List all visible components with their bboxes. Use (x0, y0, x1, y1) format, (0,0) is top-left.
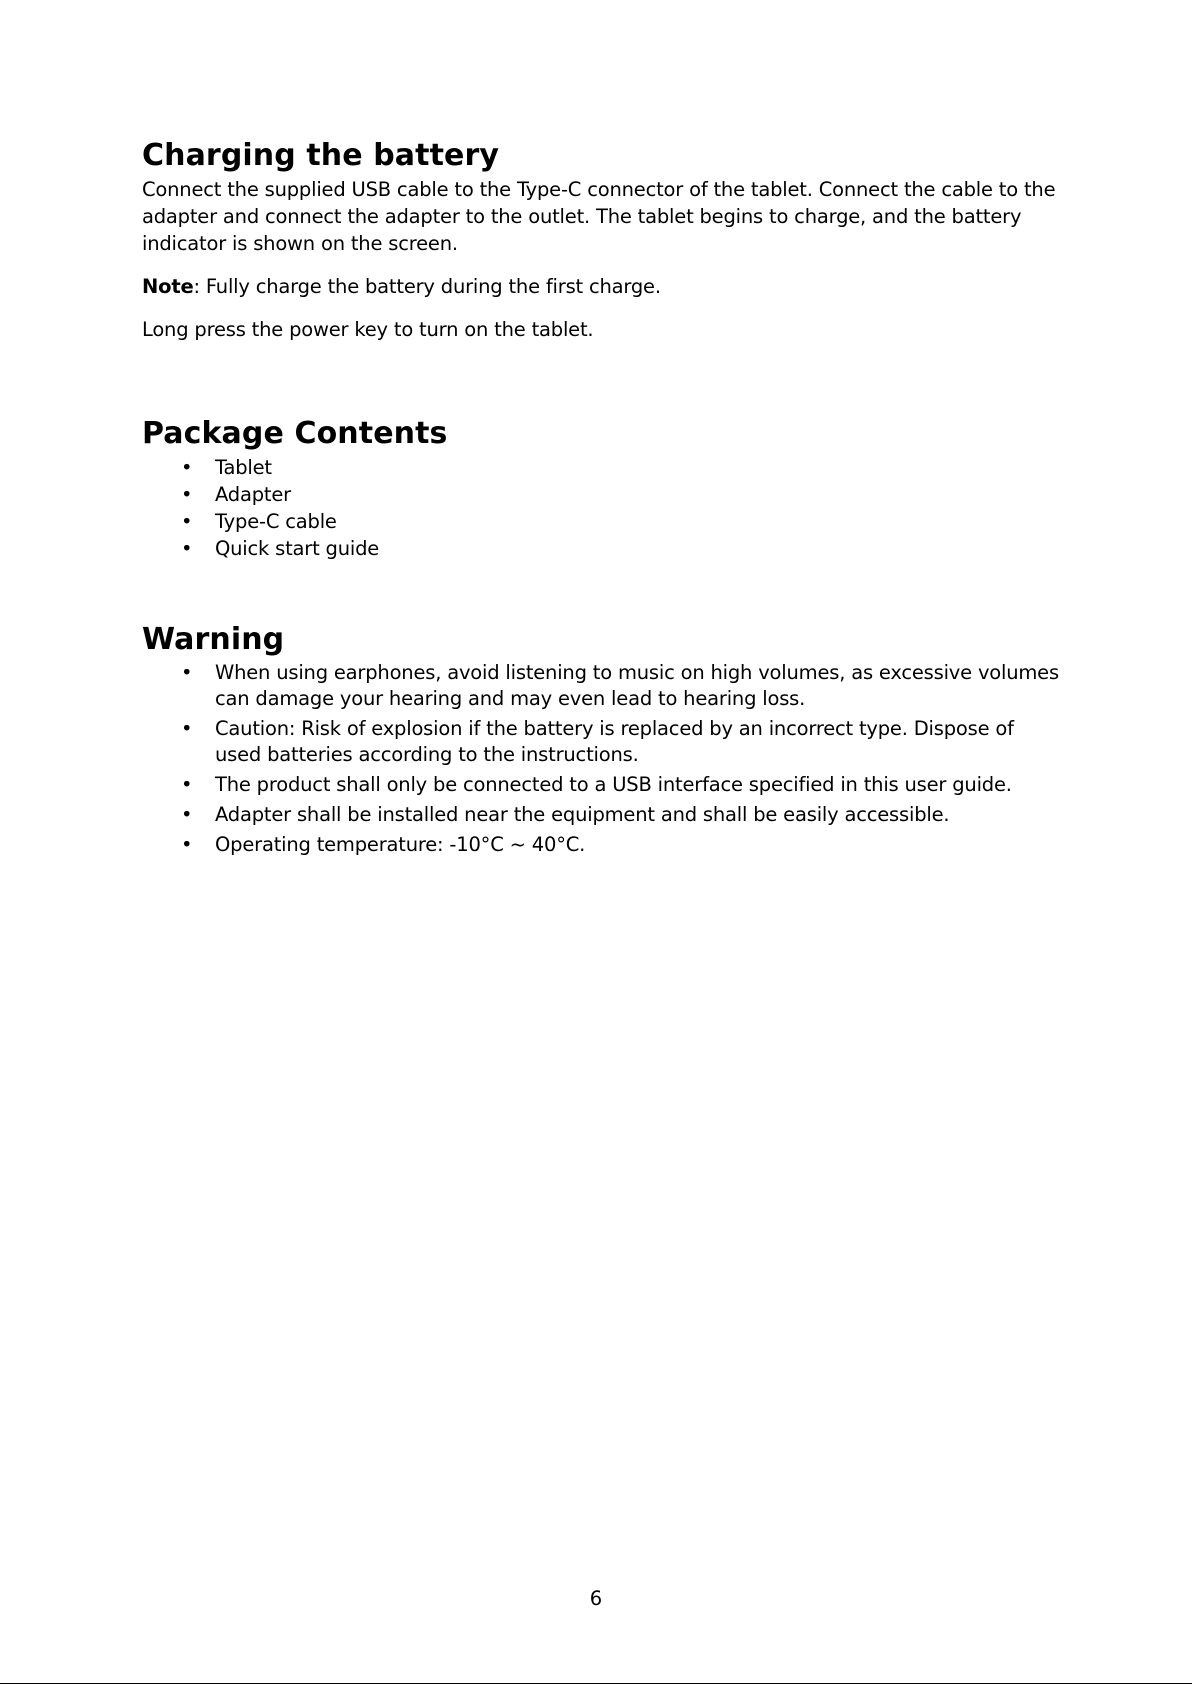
list-item-text: Adapter (215, 483, 291, 506)
bullet-icon: • (181, 537, 193, 560)
note-paragraph (142, 273, 1062, 300)
list-item-text: Type-C cable (215, 510, 337, 533)
note-text: : Fully charge the battery during the first charge. (193, 275, 661, 298)
page-content (142, 138, 1062, 862)
bullet-icon: • (181, 456, 193, 479)
section-spacer (142, 562, 1062, 622)
page-bottom-divider (0, 1683, 1192, 1684)
warning-heading: Warning (142, 622, 285, 657)
list-item-text: When using earphones, avoid listening to music on high volumes, as excessive volumes can damage your hearing and may even lead to hearing loss. (215, 661, 1059, 710)
list-item (142, 832, 1062, 858)
list-item (142, 802, 1062, 828)
list-item (142, 481, 1062, 508)
page-number: 6 (589, 1587, 603, 1610)
warning-list (142, 660, 1062, 858)
charging-section (142, 138, 1062, 343)
list-item-text: Operating temperature: -10°C ~ 40°C. (215, 833, 586, 856)
bullet-icon: • (181, 510, 193, 533)
charging-paragraph: Connect the supplied USB cable to the Type-C connector of the tablet. Connect the cable to the adapter and connect the adapter to the outlet. The tablet begins to charge, and the battery indicator is shown on the screen. (142, 178, 1056, 255)
list-item-text: Caution: Risk of explosion if the battery is replaced by an incorrect type. Dispose of used batteries according to the instructions. (215, 717, 1014, 766)
list-item (142, 772, 1062, 798)
list-item-text: The product shall only be connected to a USB interface specified in this user guide. (215, 773, 1012, 796)
note-label: Note (142, 275, 194, 298)
bullet-icon: • (181, 717, 193, 740)
bullet-icon: • (181, 773, 193, 796)
package-list (142, 454, 1062, 562)
section-spacer (142, 359, 1062, 416)
power-paragraph: Long press the power key to turn on the tablet. (142, 318, 594, 341)
package-section (142, 416, 1062, 562)
package-heading: Package Contents (142, 416, 448, 451)
bullet-icon: • (181, 483, 193, 506)
list-item-text: Tablet (215, 456, 272, 479)
bullet-icon: • (181, 833, 193, 856)
list-item (142, 454, 1062, 481)
list-item (142, 508, 1062, 535)
list-item (142, 535, 1062, 562)
charging-heading: Charging the battery (142, 138, 500, 173)
list-item (142, 660, 1062, 712)
list-item-text: Adapter shall be installed near the equipment and shall be easily accessible. (215, 803, 950, 826)
list-item-text: Quick start guide (215, 537, 380, 560)
bullet-icon: • (181, 661, 193, 684)
bullet-icon: • (181, 803, 193, 826)
list-item (142, 716, 1062, 768)
warning-section (142, 622, 1062, 858)
